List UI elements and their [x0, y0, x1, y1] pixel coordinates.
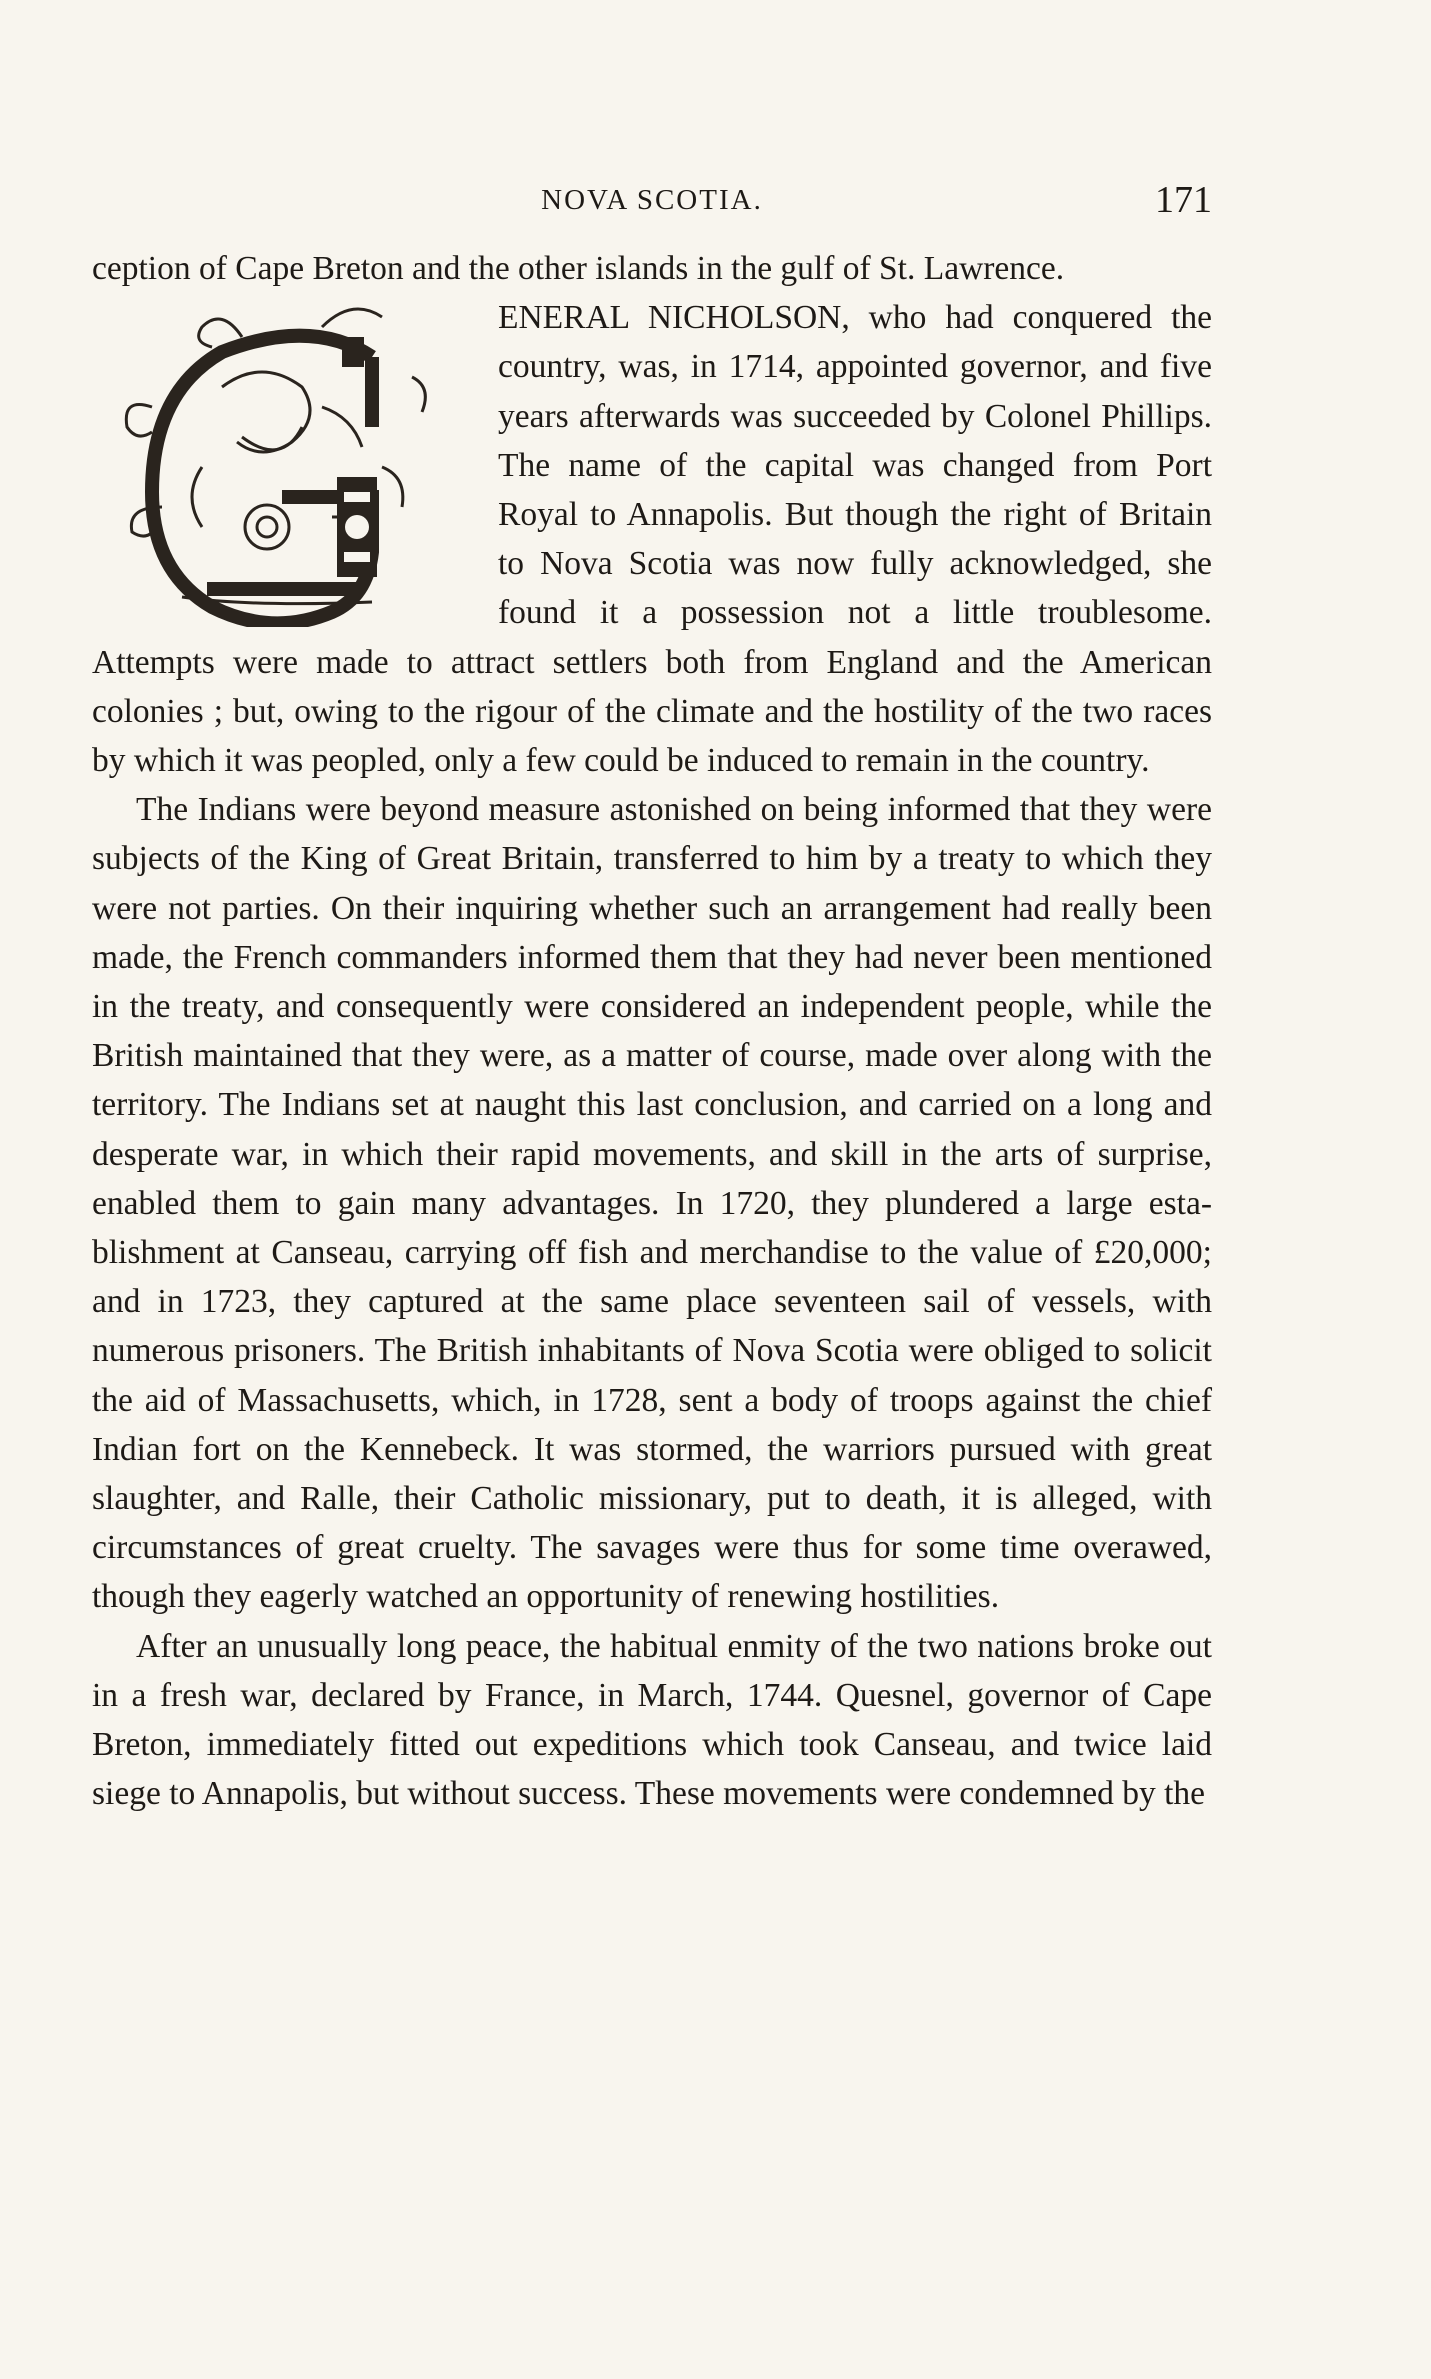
paragraph-3: The Indians were beyond measure astonished on being informed that they were subjects of the King of Great Britain, transferred to him by a treaty to which they were not parties. On their inquiring whether such an arrangement had really been made, the French commanders informed them that they had never been mentioned in the treaty, and consequently were considered an independent people, while the British maintained that they were, as a matter of course, made over along with the territory. The Indians set at naught this last conclusion, and carried on a long and desperate war, in which their rapid movements, and skill in the arts of surprise, enabled them to gain many advantages. In 1720, they plundered a large establishment at Canseau, carrying off fish and merchandise to the value of £20,000; and in 1723, they captured at the same place seventeen sail of vessels, with numerous prisoners. The British inhabitants of Nova Scotia were obliged to solicit the aid of Massachusetts, which, in 1728, sent a body of troops against the chief Indian fort on the Kennebeck. It was stormed, the warriors pursued with great slaughter, and Ralle, their Catholic missionary, put to death, it is alleged, with circumstances of great cruelty. The savages were thus for some time overawed, though they eagerly watched an opportunity of renewing hostilities. [92, 791, 1212, 1616]
paragraph-1: ception of Cape Breton and the other islands in the gulf of St. Lawrence. [92, 250, 1065, 287]
running-title: NOVA SCOTIA. [541, 184, 763, 216]
running-head [92, 178, 1212, 222]
paragraph-2: ENERAL NICHOLSON, who had conquered the country, was, in 1714, appointed governor, and five years afterwards was succeeded by Colonel Phillips. The name of the capital was changed from Port Royal to Annapolis. But though the right of Britain to Nova Scotia was now fully acknowledged, she found it a possession not a little troublesome. Attempts were made to attract settlers both from England and the American colonies ; but, owing to the rigour of the climate and the hostility of the two races by which it was peopled, only a few could be induced to remain in the country. [92, 299, 1212, 780]
page-number: 171 [1155, 179, 1212, 221]
paragraph-4: After an unusually long peace, the habitual enmity of the two nations broke out in a fresh war, declared by France, in March, 1744. Quesnel, governor of Cape Breton, immediately fitted out expeditions which took Canseau, and twice laid siege to Annapolis, but without success. These movements were condemned by the [92, 1627, 1212, 1813]
ornamental-initial-g-icon [92, 297, 472, 627]
body-text [92, 244, 1212, 1819]
